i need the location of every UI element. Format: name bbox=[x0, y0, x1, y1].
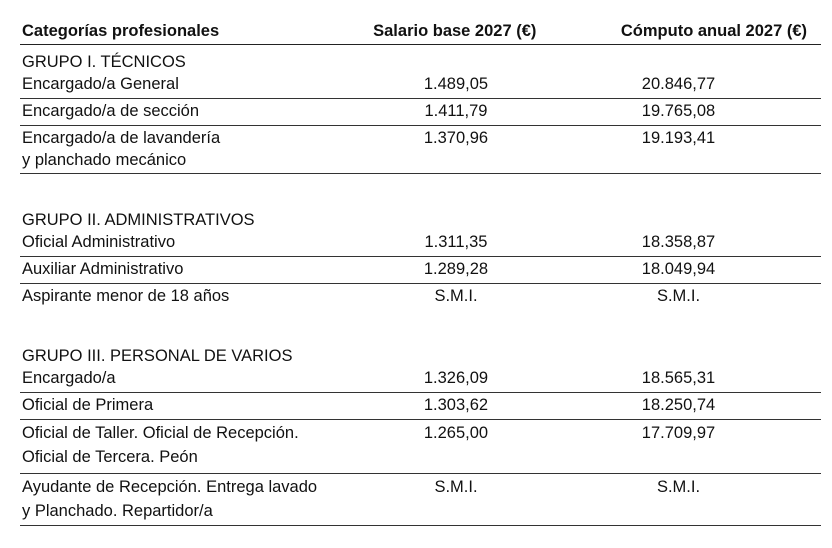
header-computo-anual: Cómputo anual 2027 (€) bbox=[620, 22, 808, 40]
anual-cell: 18.049,94 bbox=[641, 260, 716, 278]
category-line: y Planchado. Repartidor/a bbox=[22, 502, 213, 520]
salary-table bbox=[20, 14, 821, 526]
salario-cell: 1.489,05 bbox=[423, 75, 489, 93]
table-row bbox=[20, 420, 821, 474]
category-cell: Encargado/a bbox=[22, 369, 116, 387]
category-line: Oficial de Tercera. Peón bbox=[22, 448, 198, 466]
anual-cell: S.M.I. bbox=[656, 287, 701, 305]
table-header bbox=[20, 14, 821, 45]
salario-cell: 1.411,79 bbox=[424, 102, 488, 120]
category-line: Ayudante de Recepción. Entrega lavado bbox=[22, 478, 318, 496]
category-line: y planchado mecánico bbox=[22, 151, 187, 169]
anual-cell: 18.565,31 bbox=[641, 369, 716, 387]
category-cell: Oficial de Primera bbox=[22, 396, 154, 414]
anual-cell: 18.250,74 bbox=[641, 396, 716, 414]
category-cell bbox=[20, 475, 376, 523]
category-cell bbox=[20, 127, 376, 171]
group-title: GRUPO II. ADMINISTRATIVOS bbox=[22, 211, 255, 229]
table-row bbox=[20, 367, 821, 393]
anual-cell: S.M.I. bbox=[656, 478, 701, 496]
salario-cell: 1.326,09 bbox=[423, 369, 489, 387]
salario-cell: 1.303,62 bbox=[423, 396, 489, 414]
category-line: Encargado/a de lavandería bbox=[22, 129, 221, 147]
salario-cell: 1.265,00 bbox=[423, 424, 489, 442]
table-row bbox=[20, 231, 821, 257]
table-row bbox=[20, 284, 821, 310]
category-cell: Oficial Administrativo bbox=[22, 233, 176, 251]
category-cell: Encargado/a General bbox=[22, 75, 179, 93]
table-row bbox=[20, 393, 821, 420]
table-row bbox=[20, 73, 821, 99]
table-row bbox=[20, 99, 821, 126]
group-title: GRUPO I. TÉCNICOS bbox=[22, 53, 186, 71]
anual-cell: 19.765,08 bbox=[641, 102, 716, 120]
category-line: Oficial de Taller. Oficial de Recepción. bbox=[22, 424, 299, 442]
header-categorias: Categorías profesionales bbox=[22, 22, 220, 40]
salario-cell: 1.289,28 bbox=[423, 260, 489, 278]
table-row bbox=[20, 474, 821, 526]
category-cell bbox=[20, 421, 376, 469]
anual-cell: 20.846,77 bbox=[641, 75, 716, 93]
group-title: GRUPO III. PERSONAL DE VARIOS bbox=[22, 347, 293, 365]
category-cell: Encargado/a de sección bbox=[22, 102, 200, 120]
anual-cell: 19.193,41 bbox=[641, 129, 716, 147]
category-cell: Aspirante menor de 18 años bbox=[22, 287, 230, 305]
table-row bbox=[20, 257, 821, 284]
anual-cell: 17.709,97 bbox=[641, 424, 716, 442]
anual-cell: 18.358,87 bbox=[641, 233, 716, 251]
salario-cell: S.M.I. bbox=[434, 478, 478, 496]
salario-cell: S.M.I. bbox=[434, 287, 478, 305]
salario-cell: 1.311,35 bbox=[424, 233, 488, 251]
table-row bbox=[20, 126, 821, 174]
category-cell: Auxiliar Administrativo bbox=[22, 260, 184, 278]
header-salario-base: Salario base 2027 (€) bbox=[373, 22, 537, 40]
salario-cell: 1.370,96 bbox=[423, 129, 489, 147]
